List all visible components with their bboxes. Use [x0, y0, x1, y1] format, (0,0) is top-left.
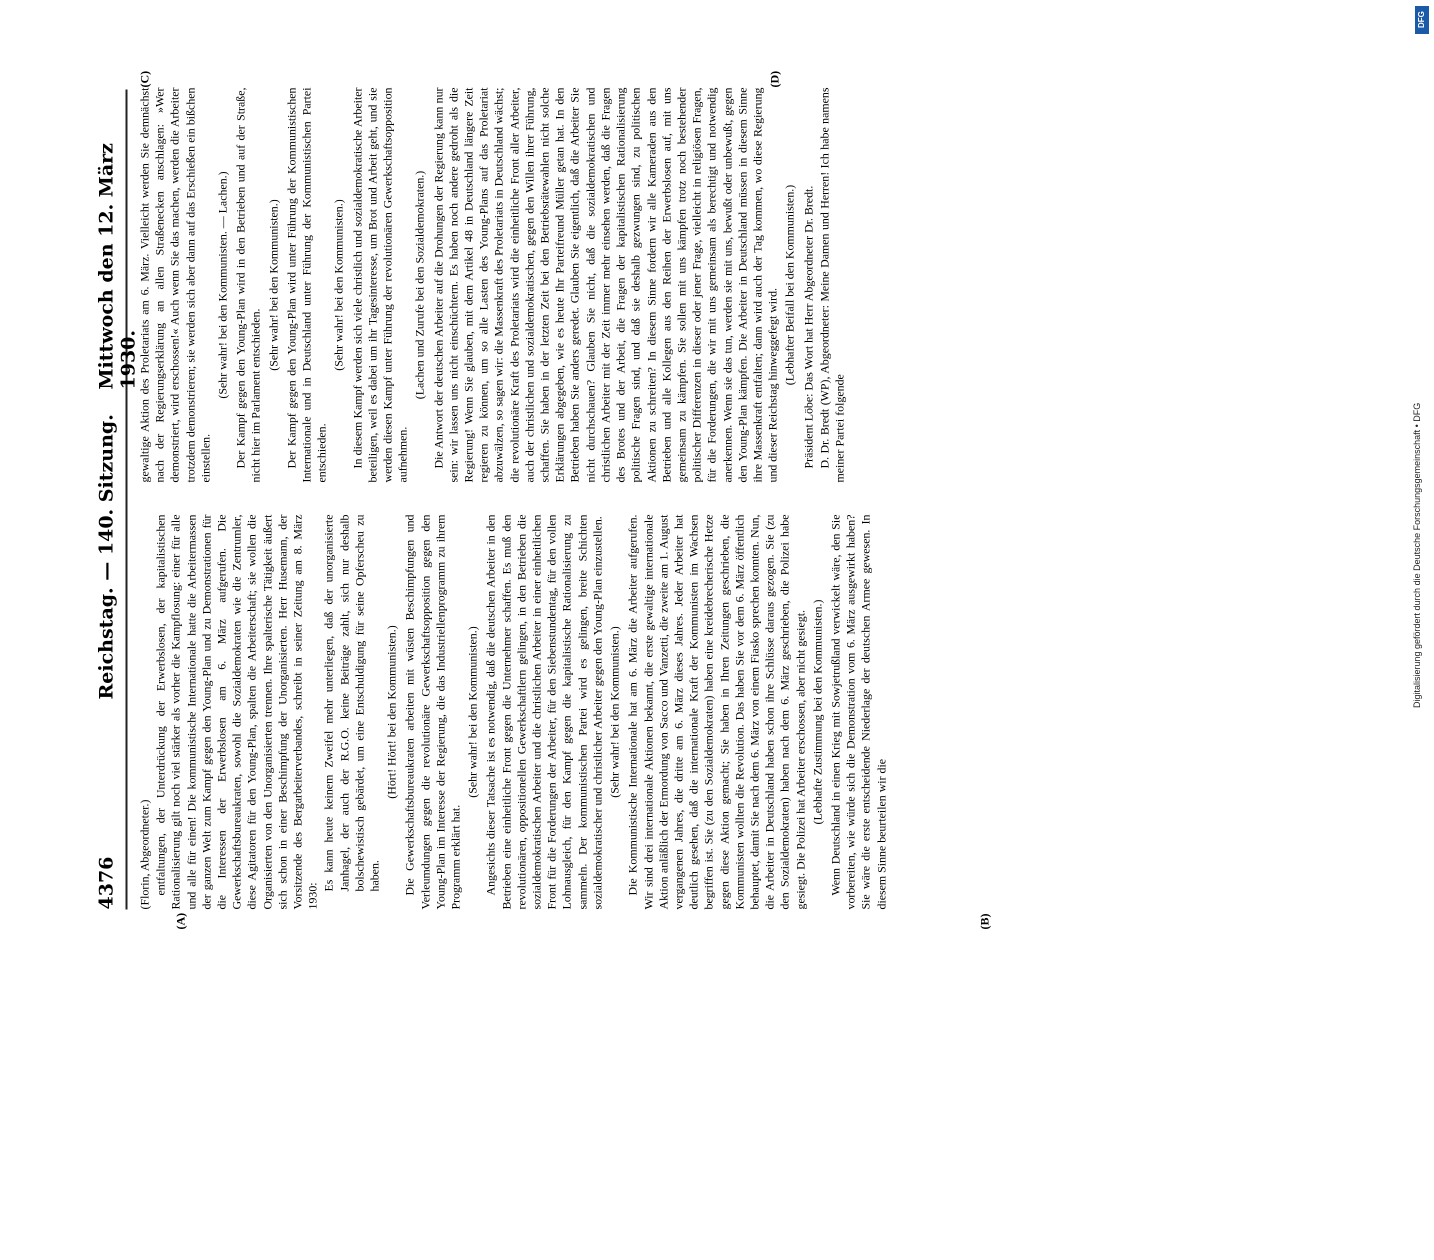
paragraph: Die Antwort der deutschen Arbeiter auf die Drohungen der Regierung kann nur sein: wir lassen uns nicht einschüchtern. Es haben noch andere gedroht als die Regierung! Wenn Sie glauben, mit dem Artikel 48 in Deutschland längere Zeit regieren zu können, um so alle Lasten des Young-Plans auf das Proletariat abzuwälzen, so sagen wir: die Massenkraft des Proletariats in Deutschland wächst; die revolutionäre Kraft des Proletariats wird die einheitliche Front aller Arbeiter, auch der christlichen und sozialdemokratischen, gegen den Willen ihrer Führung, schaffen. Sie haben in der letzten Zeit bei den Betriebsrätewahlen nicht solche Erklärungen abgegeben, wie es heute Ihr Parteifreund Müller getan hat. In den Betrieben haben Sie anders geredet. Glauben Sie eigentlich, daß die Arbeiter Sie nicht durchschauen? Glauben Sie nicht, daß die sozialdemokratischen und christlichen Arbeiter mit der Zeit immer mehr einsehen werden, daß die Fragen des Brotes und der Arbeit, die Fragen der kapitalistischen Rationalisierung politische Fragen sind, und daß sie deshalb gezwungen sind, zu politischen Aktionen zu schreiten? In diesem Sinne fordern wir alle Kameraden aus den Betrieben und alle Kollegen aus den Reihen der Erwerbslosen auf, mit uns gemeinsam zu kämpfen. Sie sollen mit uns kämpfen trotz noch bestehender politischer Differenzen in dieser oder jener Frage, vielleicht in religiösen Fragen, für die Forderungen, die wir mit uns gemeinsam als berechtigt und notwendig anerkennen. Wenn sie das tun, werden sie mit uns, bewußt oder unbewußt, gegen den Young-Plan kämpfen. Die Arbeiter in Deutschland müssen in diesem Sinne ihre Massenkraft entfalten; dann wird auch der Tag kommen, wo diese Regierung und dieser Reichstag hinweggefegt wird.	[431, 87, 780, 483]
paragraph: Die Gewerkschaftsbureaukraten arbeiten mit wüsten Beschimpfungen und Verleumdungen gegen die revolutionäre Gewerkschaftsopposition gegen den Young-Plan im Interesse der Regierung, die das Industriellenprogramm zu ihrem Programm erklärt hat.	[402, 514, 463, 910]
paragraph: Der Kampf gegen den Young-Plan wird unter Führung der Kommunistischen Internationale und in Deutschland unter Führung der Kommunistischen Partei entschieden.	[284, 87, 329, 483]
paragraph: Präsident Löbe: Das Wort hat Herr Abgeordneter Dr. Bredt.	[801, 185, 816, 469]
left-column	[138, 515, 1328, 910]
session-title: Reichstag. — 140. Sitzung.	[95, 414, 118, 700]
interjection: (Lachen und Zurufe bei den Sozialdemokraten.)	[412, 170, 427, 400]
interjection: (Lebhafter Beifall bei den Kommunisten.)	[782, 184, 797, 386]
margin-mark-b: (B)	[977, 913, 992, 930]
interjection: (Lebhafte Zustimmung bei den Kommunisten.)	[810, 599, 825, 825]
page-header	[95, 90, 140, 910]
interjection: (Sehr wahr! bei den Kommunisten.)	[331, 199, 346, 371]
paragraph: Die Kommunistische Internationale hat am 6. März die Arbeiter aufgerufen. Wir sind drei internationale Aktionen bekannt, die erste gewaltige internationale Aktion anläßlich der Ermordung von Sacco und Vanzetti, die zweite am 1. August vergangenen Jahres, die dritte am 6. März dieses Jahres. Jeder Arbeiter hat deutlich gesehen, daß die internationale Kraft der Kommunisten im Wachsen begriffen ist. Sie (zu den Sozialdemokraten) haben eine kreidebrecherische Hetze gegen diese Aktion gemacht; Sie haben in Ihren Zeitungen geschrieben, die Kommunisten wollten die Revolution. Das haben Sie vor dem 6. März öffentlich behauptet, damit Sie nach dem 6. März von einem Fiasko sprechen konnten. Nun, die Arbeiter in Deutschland haben schon ihre Schlüsse daraus gezogen. Sie (zu den Sozialdemokraten) haben nach dem 6. März geschrieben, die Polizei habe gesiegt. Die Polizei hat Arbeiter erschossen, aber nicht gesiegt.	[625, 514, 808, 910]
interjection: (Hört! Hört! bei den Kommunisten.)	[384, 625, 399, 799]
interjection: (Sehr wahr! bei den Kommunisten.)	[465, 626, 480, 798]
paragraph: gewaltige Aktion des Proletariats am 6. März. Vielleicht werden Sie demnächst nach der Regierungserklärung an allen Straßenecken anschlagen: »Wer demonstriert, wird erschossen!« Auch wenn Sie das machen, werden die Arbeiter trotzdem demonstrieren; sie werden sich aber dann auf das Erschießen ein bißchen einstellen.	[137, 87, 213, 483]
page-number: 4376	[95, 856, 118, 910]
interjection: (Sehr wahr! bei den Kommunisten. — Lachen.)	[215, 171, 230, 399]
dfg-logo: DFG	[1415, 6, 1429, 34]
session-date: Mittwoch den 12. März 1930.	[95, 143, 140, 390]
paragraph: Angesichts dieser Tatsache ist es notwendig, daß die deutschen Arbeiter in den Betrieben eine einheitliche Front gegen die Unternehmer schaffen. Es muß den revolutionären, oppositionellen Gewerkschaftlern gelingen, in den Betrieben die sozialdemokratischen Arbeiter und die christlichen Arbeiter in einer einheitlichen Front für die Forderungen der Arbeiter, für den Siebenstundentag, für den vollen Lohnausgleich, für den Kampf gegen die kapitalistische Rationalisierung zu sammeln. Der kommunistischen Partei wird es gelingen, breite Schichten sozialdemokratischer und christlicher Arbeiter gegen den Young-Plan einzustellen.	[483, 514, 605, 910]
paragraph: (Florin, Abgeordneter.)	[137, 799, 152, 910]
paragraph: Wenn Deutschland in einen Krieg mit Sowjetrußland verwickelt wäre, den Sie vorbereiten, wie würde sich die Demonstration vom 6. März ausgewirkt haben? Sie wäre die erste entscheidende Niederlage der deutschen Armee gewesen. In diesem Sinne beurteilen wir die	[828, 514, 889, 910]
paragraph: D. Dr. Bredt (WP), Abgeordneter: Meine Damen und Herren! Ich habe namens meiner Partei folgende	[817, 87, 847, 483]
margin-mark-a: (A)	[173, 912, 188, 930]
interjection: (Sehr wahr! bei den Kommunisten.)	[266, 199, 281, 371]
paragraph: Es kann heute keinem Zweifel mehr unterliegen, daß der unorganisierte Janhagel, der auch der R.G.O. keine Beiträge zahlt, sich nur deshalb bolschewistisch gebärdet, um eine Entschuldigung für seine Opferscheu zu haben.	[321, 514, 382, 892]
digitization-credit: Digitalisierung gefördert durch die Deutsche Forschungsgemeinschaft • DFG	[1412, 402, 1422, 708]
paragraph: Der Kampf gegen den Young-Plan wird in den Betrieben und auf der Straße, nicht hier im Parlament entschieden.	[233, 87, 263, 483]
right-column	[138, 88, 1328, 483]
paragraph: In diesem Kampf werden sich viele christlich und sozialdemokratische Arbeiter beteiligen, weil es dabei um ihr Tagesinteresse, um Brot und Arbeit geht, und sie werden diesen Kampf unter Führung der revolutionären Gewerkschaftsopposition aufnehmen.	[350, 87, 410, 483]
margin-mark-c: (C)	[137, 70, 152, 88]
interjection: (Sehr wahr! bei den Kommunisten.)	[607, 626, 622, 798]
paragraph: entfaltungen, der Unterdrückung der Erwerbslosen, der kapitalistischen Rationalisierung gilt noch viel stärker als vorher die Kampflosung: einer für alle und alle für einen! Die kommunistische Internationale hatte die Arbeitermassen der ganzen Welt zum Kampf gegen den Young-Plan und zu Demonstrationen für die Interessen der Erwerbslosen am 6. März aufgerufen. Die Gewerkschaftsbureaukraten, sowohl die Sozialdemokraten wie die Zentrumler, diese Agitatoren für den Young-Plan, spalten die Arbeiterschaft; sie wollen die Organisierten von den Unorganisierten trennen. Ihre spalterische Tätigkeit äußert sich schon in einer Beschimpfung der Unorganisierten. Herr Husemann, der Vorsitzende des Bergarbeiterverbandes, schreibt in seiner Zeitung am 8. März 1930:	[153, 514, 320, 910]
page-content	[78, 63, 1358, 938]
margin-mark-d: (D)	[767, 70, 782, 88]
